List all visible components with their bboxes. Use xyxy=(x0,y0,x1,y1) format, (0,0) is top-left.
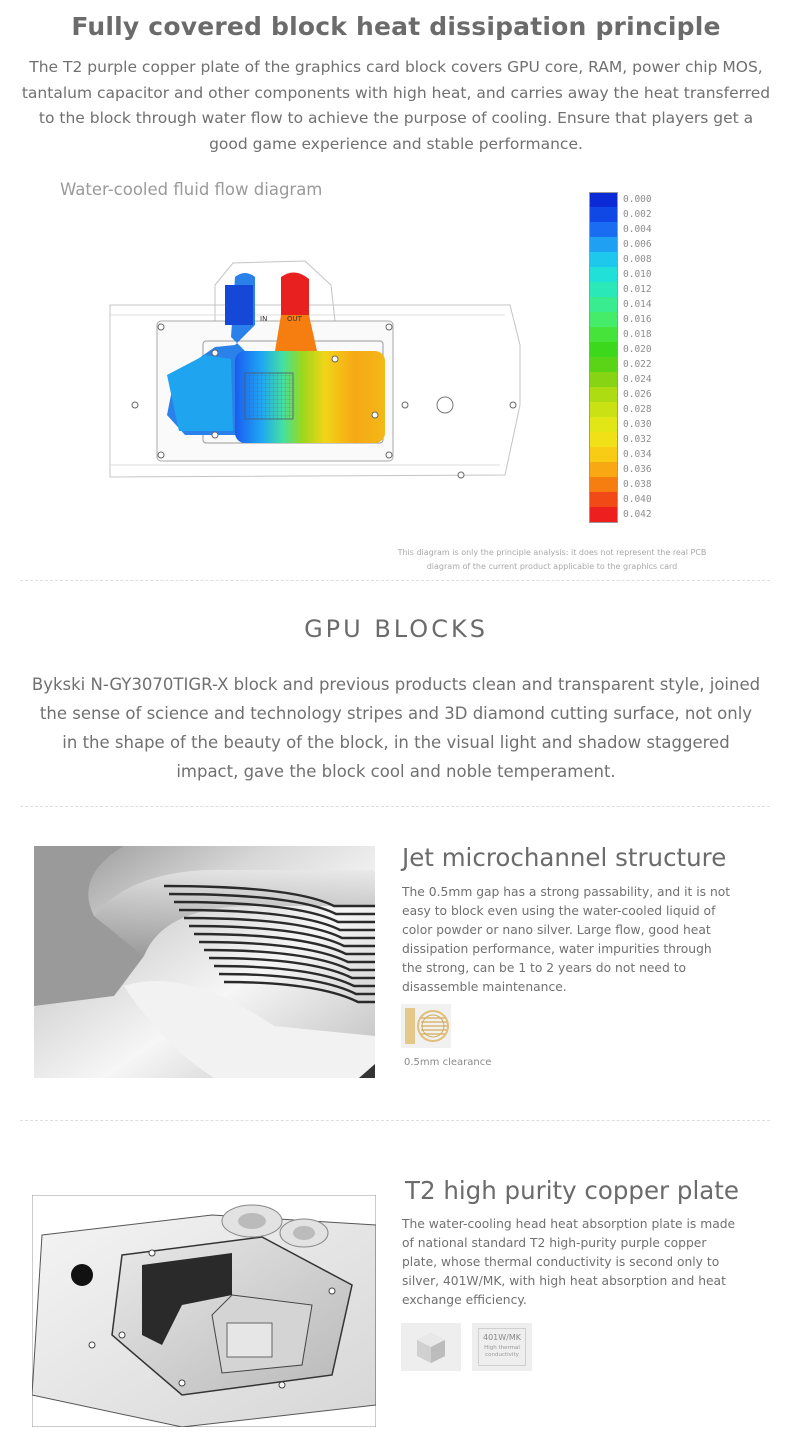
microchannel-image xyxy=(34,846,375,1078)
legend-label: 0.000 xyxy=(623,194,652,205)
diagram-disclaimer xyxy=(372,546,732,574)
legend-label: 0.032 xyxy=(623,434,652,445)
legend-label: 0.012 xyxy=(623,284,652,295)
color-scale-legend xyxy=(589,192,669,522)
flow-diagram-caption: Water-cooled fluid flow diagram xyxy=(60,180,323,199)
legend-label: 0.038 xyxy=(623,479,652,490)
legend-label: 0.022 xyxy=(623,359,652,370)
section-title-heat-dissipation: Fully covered block heat dissipation principle xyxy=(71,12,721,41)
disclaimer-line-1: This diagram is only the principle analysis: it does not represent the real PCB xyxy=(397,548,707,557)
legend-label: 0.026 xyxy=(623,389,652,400)
outlet-label: OUT xyxy=(287,315,302,323)
fluid-flow-diagram xyxy=(105,255,525,485)
legend-label: 0.018 xyxy=(623,329,652,340)
conductivity-sub: High thermal conductivity xyxy=(484,1345,520,1358)
legend-label: 0.004 xyxy=(623,224,652,235)
legend-label: 0.040 xyxy=(623,494,652,505)
legend-label: 0.028 xyxy=(623,404,652,415)
legend-label: 0.006 xyxy=(623,239,652,250)
cube-icon xyxy=(401,1323,461,1371)
legend-label: 0.030 xyxy=(623,419,652,430)
legend-label: 0.042 xyxy=(623,509,652,520)
legend-label: 0.020 xyxy=(623,344,652,355)
microchannel-paragraph: The 0.5mm gap has a strong passability, and it is not easy to block even using the water-cooled liquid of color powder or nano silver. Large flow, good heat dissipation performance, water impurities through the strong, can be 1 to 2 years do not need to disassemble maintenance. xyxy=(402,885,731,994)
divider xyxy=(20,1120,770,1121)
copper-plate-image xyxy=(32,1195,376,1427)
legend-label: 0.010 xyxy=(623,269,652,280)
copper-plate-paragraph: The water-cooling head heat absorption plate is made of national standard T2 high-purity purple copper plate, whose thermal conductivity is second only to silver, 401W/MK, with high heat absorption and heat exchange efficiency. xyxy=(402,1217,736,1307)
legend-label: 0.036 xyxy=(623,464,652,475)
divider xyxy=(20,806,770,807)
inlet-label: IN xyxy=(260,315,268,323)
section-title-gpu-blocks: GPU BLOCKS xyxy=(304,615,488,643)
legend-border xyxy=(589,192,618,523)
clearance-caption: 0.5mm clearance xyxy=(404,1057,492,1068)
section-title-microchannel: Jet microchannel structure xyxy=(402,843,727,872)
divider xyxy=(20,580,770,581)
intro-paragraph: The T2 purple copper plate of the graphics card block covers GPU core, RAM, power chip MOS, tantalum capacitor and other components with high heat, and carries away the heat transferred to the block through water flow to achieve the purpose of cooling. Ensure that players get a good game experience and stable performance. xyxy=(21,58,771,153)
legend-label: 0.016 xyxy=(623,314,652,325)
conductivity-value: 401W/MK xyxy=(482,1333,522,1342)
clearance-icon xyxy=(401,1004,451,1048)
legend-label: 0.002 xyxy=(623,209,652,220)
legend-label: 0.014 xyxy=(623,299,652,310)
disclaimer-line-2: diagram of the current product applicable to the graphics card xyxy=(426,562,678,571)
legend-label: 0.024 xyxy=(623,374,652,385)
gpu-blocks-paragraph: Bykski N-GY3070TIGR-X block and previous products clean and transparent style, joined the sense of science and technology stripes and 3D diamond cutting surface, not only in the shape of the beauty of the block, in the visual light and shadow staggered impact, gave the block cool and noble temperament. xyxy=(31,675,761,781)
conductivity-badge xyxy=(472,1323,532,1371)
legend-label: 0.008 xyxy=(623,254,652,265)
section-title-copper-plate: T2 high purity copper plate xyxy=(405,1176,739,1205)
legend-label: 0.034 xyxy=(623,449,652,460)
